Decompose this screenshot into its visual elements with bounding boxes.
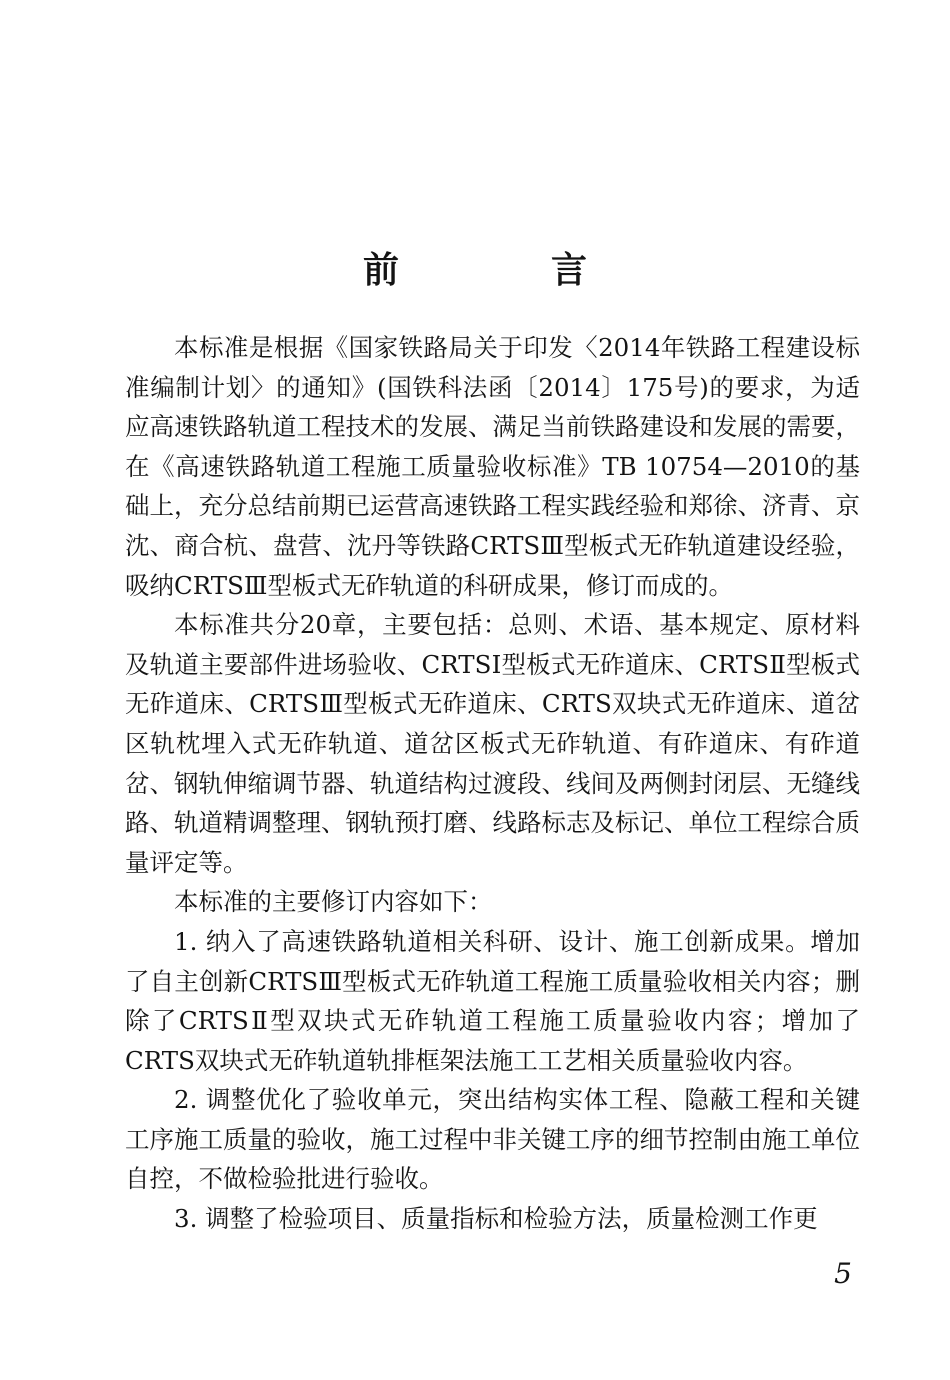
paragraph-revision-intro: 本标准的主要修订内容如下： bbox=[174, 887, 493, 917]
page-title: 前 言 bbox=[362, 249, 645, 291]
body-text bbox=[125, 328, 860, 1239]
page-number: 5 bbox=[834, 1257, 852, 1290]
paragraph-basis: 本标准是根据《国家铁路局关于印发〈2014年铁路工程建设标准编制计划〉的通知》(国铁科法函〔2014〕175号)的要求，为适应高速铁路轨道工程技术的发展、满足当前铁路建设和发展的需要，在《高速铁路轨道工程施工质量验收标准》TB 10754—2010的基础上，充分总结前期已运营高速铁路工程实践经验和郑徐、济青、京沈、商合杭、盘营、沈丹等铁路CRTSⅢ型板式无砟轨道建设经验，吸纳CRTSⅢ型板式无砟轨道的科研成果，修订而成的。 bbox=[125, 333, 860, 600]
paragraph-revision-1: 1. 纳入了高速铁路轨道相关科研、设计、施工创新成果。增加了自主创新CRTSⅢ型板式无砟轨道工程施工质量验收相关内容；删除了CRTSⅡ型双块式无砟轨道工程施工质量验收内容；增加了CRTS双块式无砟轨道轨排框架法施工工艺相关质量验收内容。 bbox=[125, 926, 860, 1075]
paragraph-contents: 本标准共分20章，主要包括：总则、术语、基本规定、原材料及轨道主要部件进场验收、CRTSⅠ型板式无砟道床、CRTSⅡ型板式无砟道床、CRTSⅢ型板式无砟道床、CRTS双块式无砟道床、道岔区轨枕埋入式无砟轨道、道岔区板式无砟轨道、有砟道床、有砟道岔、钢轨伸缩调节器、轨道结构过渡段、线间及两侧封闭层、无缝线路、轨道精调整理、钢轨预打磨、线路标志及标记、单位工程综合质量评定等。 bbox=[125, 610, 860, 877]
paragraph-revision-2: 2. 调整优化了验收单元，突出结构实体工程、隐蔽工程和关键工序施工质量的验收，施工过程中非关键工序的细节控制由施工单位自控，不做检验批进行验收。 bbox=[125, 1085, 860, 1194]
paragraph-revision-3: 3. 调整了检验项目、质量指标和检验方法，质量检测工作更 bbox=[174, 1204, 818, 1234]
